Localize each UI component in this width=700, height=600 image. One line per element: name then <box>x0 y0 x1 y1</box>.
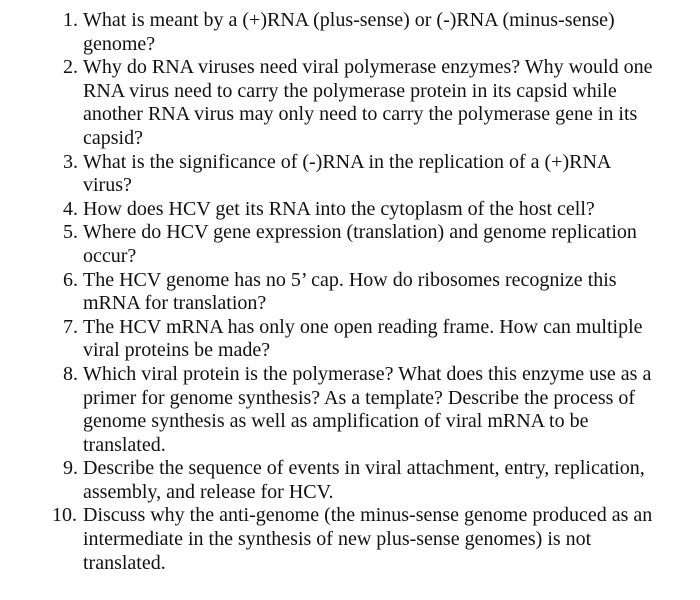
question-item <box>0 363 700 457</box>
question-item <box>0 198 700 222</box>
question-text: Which viral protein is the polymerase? What does this enzyme use as a primer for genome synthesis? As a template? Describe the process of genome synthesis as well as amplification of viral mRNA to be translated. <box>83 362 652 456</box>
question-text: What is the significance of (-)RNA in the replication of a (+)RNA virus? <box>83 150 611 197</box>
question-text: The HCV genome has no 5’ cap. How do ribosomes recognize this mRNA for translation? <box>83 268 617 315</box>
question-text: What is meant by a (+)RNA (plus-sense) or (-)RNA (minus-sense) genome? <box>83 9 615 55</box>
question-item <box>0 151 700 198</box>
question-text: The HCV mRNA has only one open reading frame. How can multiple viral proteins be made? <box>83 315 643 362</box>
question-number: 8. <box>63 362 78 385</box>
question-text: How does HCV get its RNA into the cytoplasm of the host cell? <box>83 197 595 220</box>
question-number: 10. <box>52 504 77 527</box>
question-item <box>0 221 700 268</box>
question-number: 9. <box>63 457 78 480</box>
question-number: 3. <box>63 150 78 173</box>
question-item <box>0 504 700 575</box>
question-item <box>0 457 700 504</box>
question-number: 2. <box>63 56 78 79</box>
question-text: Where do HCV gene expression (translation) and genome replication occur? <box>83 221 637 267</box>
question-number: 5. <box>63 221 78 244</box>
question-number: 1. <box>63 9 78 31</box>
question-item <box>0 316 700 363</box>
question-text: Discuss why the anti-genome (the minus-sense genome produced as an intermediate in the synthesis of new plus-sense genomes) is not translated. <box>83 504 653 574</box>
question-list <box>0 9 700 575</box>
question-item <box>0 56 700 150</box>
question-number: 6. <box>63 268 78 291</box>
question-number: 7. <box>63 315 78 338</box>
question-number: 4. <box>63 197 78 220</box>
question-text: Why do RNA viruses need viral polymerase enzymes? Why would one RNA virus need to carry the polymerase protein in its capsid while another RNA virus may only need to carry the polymerase gene in its capsid? <box>83 56 653 149</box>
question-text: Describe the sequence of events in viral attachment, entry, replication, assembly, and release for HCV. <box>83 457 645 503</box>
question-item <box>0 9 700 56</box>
question-item <box>0 269 700 316</box>
